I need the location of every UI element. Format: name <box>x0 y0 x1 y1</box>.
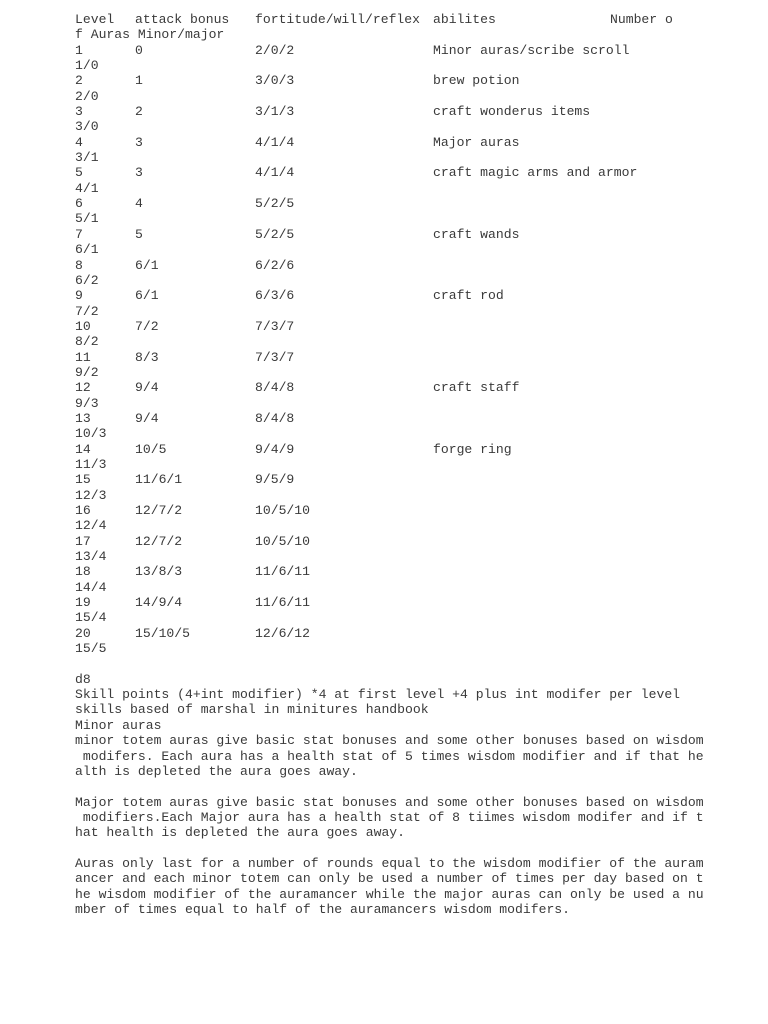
table-row <box>75 104 675 119</box>
major-text-line: modifiers.Each Major aura has a health stat of 8 tiimes wisdom modifer and if t <box>75 809 704 825</box>
table-row <box>75 43 675 58</box>
row-saves: 7/3/7 <box>255 318 295 334</box>
row-level: 14 <box>75 441 91 457</box>
row-auras: 9/2 <box>75 364 99 380</box>
row-auras: 3/0 <box>75 119 99 135</box>
row-level: 15 <box>75 472 91 488</box>
row-level: 16 <box>75 503 91 518</box>
row-saves: 5/2/5 <box>255 226 295 242</box>
table-row <box>75 442 675 457</box>
row-auras: 12/4 <box>75 518 107 534</box>
row-ability: brew potion <box>433 73 520 89</box>
table-row <box>75 350 675 365</box>
row-attack-bonus: 7/2 <box>135 318 159 334</box>
duration-text-line: he wisdom modifier of the auramancer while the major auras can only be used a nu <box>75 886 704 902</box>
header-attack-bonus: attack bonus <box>135 12 230 27</box>
table-row <box>75 564 675 579</box>
row-auras: 9/3 <box>75 395 99 411</box>
row-saves: 6/3/6 <box>255 288 295 304</box>
row-attack-bonus: 4 <box>135 196 143 212</box>
row-ability: craft staff <box>433 380 520 396</box>
row-attack-bonus: 14/9/4 <box>135 595 183 611</box>
row-attack-bonus: 11/6/1 <box>135 472 183 488</box>
table-row <box>75 534 675 549</box>
minor-text-line: modifers. Each aura has a health stat of 5 times wisdom modifier and if that he <box>75 748 704 764</box>
row-level: 20 <box>75 625 91 641</box>
row-ability: forge ring <box>433 441 512 457</box>
row-saves: 11/6/11 <box>255 595 311 611</box>
row-level: 5 <box>75 165 83 181</box>
table-body <box>75 43 675 657</box>
table-row <box>75 472 675 487</box>
row-level: 12 <box>75 380 91 396</box>
row-level: 19 <box>75 595 91 611</box>
row-saves: 4/1/4 <box>255 165 295 181</box>
table-row <box>75 319 675 334</box>
row-saves: 10/5/10 <box>255 533 311 549</box>
row-level: 11 <box>75 349 91 365</box>
minor-text-line: alth is depleted the aura goes away. <box>75 763 358 779</box>
row-attack-bonus: 5 <box>135 226 143 242</box>
table-header <box>75 12 675 27</box>
row-ability: craft wonderus items <box>433 104 591 120</box>
duration-text-line: ancer and each minor totem can only be used a number of times per day based on t <box>75 871 704 887</box>
header-auras-part2: f Auras Minor/major <box>75 27 225 43</box>
row-saves: 11/6/11 <box>255 564 311 580</box>
row-saves: 9/5/9 <box>255 472 295 488</box>
minor-auras-heading: Minor auras <box>75 717 162 733</box>
duration-text-line: Auras only last for a number of rounds equal to the wisdom modifier of the auram <box>75 855 704 871</box>
row-ability: craft magic arms and armor <box>433 165 638 181</box>
row-level: 2 <box>75 73 83 89</box>
duration-text-line: mber of times equal to half of the auramancers wisdom modifers. <box>75 901 571 917</box>
row-auras: 8/2 <box>75 334 99 350</box>
row-level: 3 <box>75 104 83 120</box>
row-auras: 2/0 <box>75 88 99 104</box>
row-auras: 14/4 <box>75 579 107 595</box>
row-attack-bonus: 10/5 <box>135 441 167 457</box>
row-saves: 2/0/2 <box>255 42 295 58</box>
skills-source: skills based of marshal in minitures handbook <box>75 702 429 718</box>
row-saves: 4/1/4 <box>255 134 295 150</box>
row-attack-bonus: 1 <box>135 73 143 89</box>
table-row <box>75 503 675 518</box>
row-auras: 3/1 <box>75 150 99 166</box>
row-attack-bonus: 9/4 <box>135 410 159 426</box>
table-row <box>75 595 675 610</box>
row-attack-bonus: 0 <box>135 42 143 58</box>
row-ability: craft wands <box>433 226 520 242</box>
row-auras: 1/0 <box>75 58 99 74</box>
header-auras-part1: Number o <box>610 12 673 27</box>
table-row <box>75 626 675 641</box>
document-page <box>75 12 704 917</box>
row-auras: 10/3 <box>75 426 107 442</box>
row-auras: 6/2 <box>75 272 99 288</box>
row-attack-bonus: 3 <box>135 134 143 150</box>
row-auras: 6/1 <box>75 242 99 258</box>
row-level: 1 <box>75 42 83 58</box>
header-saves: fortitude/will/reflex <box>255 12 421 27</box>
row-ability: craft rod <box>433 288 504 304</box>
row-auras: 15/5 <box>75 641 107 657</box>
header-level: Level <box>75 12 115 27</box>
row-auras: 7/2 <box>75 303 99 319</box>
table-row <box>75 73 675 88</box>
row-auras: 15/4 <box>75 610 107 626</box>
row-attack-bonus: 13/8/3 <box>135 564 183 580</box>
row-level: 6 <box>75 196 83 212</box>
header-abilities: abilites <box>433 12 496 27</box>
major-text-line: Major totem auras give basic stat bonuses and some other bonuses based on wisdom <box>75 794 704 810</box>
row-attack-bonus: 8/3 <box>135 349 159 365</box>
row-attack-bonus: 2 <box>135 104 143 120</box>
table-row <box>75 411 675 426</box>
row-attack-bonus: 6/1 <box>135 257 159 273</box>
row-saves: 9/4/9 <box>255 441 295 457</box>
row-level: 4 <box>75 134 83 150</box>
row-attack-bonus: 9/4 <box>135 380 159 396</box>
row-level: 18 <box>75 564 91 580</box>
row-ability: Minor auras/scribe scroll <box>433 42 630 58</box>
row-attack-bonus: 12/7/2 <box>135 503 183 518</box>
row-auras: 12/3 <box>75 487 107 503</box>
row-auras: 13/4 <box>75 549 107 565</box>
table-row <box>75 135 675 150</box>
hit-die: d8 <box>75 671 91 687</box>
table-row <box>75 196 675 211</box>
row-level: 7 <box>75 226 83 242</box>
table-row <box>75 288 675 303</box>
row-saves: 7/3/7 <box>255 349 295 365</box>
row-level: 13 <box>75 410 91 426</box>
row-saves: 10/5/10 <box>255 503 311 518</box>
row-saves: 8/4/8 <box>255 380 295 396</box>
row-attack-bonus: 3 <box>135 165 143 181</box>
spacer <box>75 841 675 856</box>
table-row <box>75 258 675 273</box>
row-attack-bonus: 12/7/2 <box>135 533 183 549</box>
spacer <box>75 779 675 794</box>
row-level: 17 <box>75 533 91 549</box>
table-row <box>75 165 675 180</box>
row-saves: 3/1/3 <box>255 104 295 120</box>
major-text-line: hat health is depleted the aura goes away. <box>75 825 406 841</box>
row-saves: 5/2/5 <box>255 196 295 212</box>
table-row <box>75 227 675 242</box>
row-ability: Major auras <box>433 134 520 150</box>
table-row <box>75 380 675 395</box>
skill-points: Skill points (4+int modifier) *4 at first level +4 plus int modifer per level <box>75 687 681 703</box>
row-saves: 6/2/6 <box>255 257 295 273</box>
row-attack-bonus: 15/10/5 <box>135 625 191 641</box>
row-saves: 8/4/8 <box>255 410 295 426</box>
row-saves: 12/6/12 <box>255 625 311 641</box>
row-level: 9 <box>75 288 83 304</box>
row-auras: 4/1 <box>75 180 99 196</box>
row-auras: 11/3 <box>75 456 107 472</box>
row-saves: 3/0/3 <box>255 73 295 89</box>
row-level: 8 <box>75 257 83 273</box>
spacer <box>75 656 675 671</box>
minor-text-line: minor totem auras give basic stat bonuses and some other bonuses based on wisdom <box>75 733 704 749</box>
row-level: 10 <box>75 318 91 334</box>
row-auras: 5/1 <box>75 211 99 227</box>
row-attack-bonus: 6/1 <box>135 288 159 304</box>
